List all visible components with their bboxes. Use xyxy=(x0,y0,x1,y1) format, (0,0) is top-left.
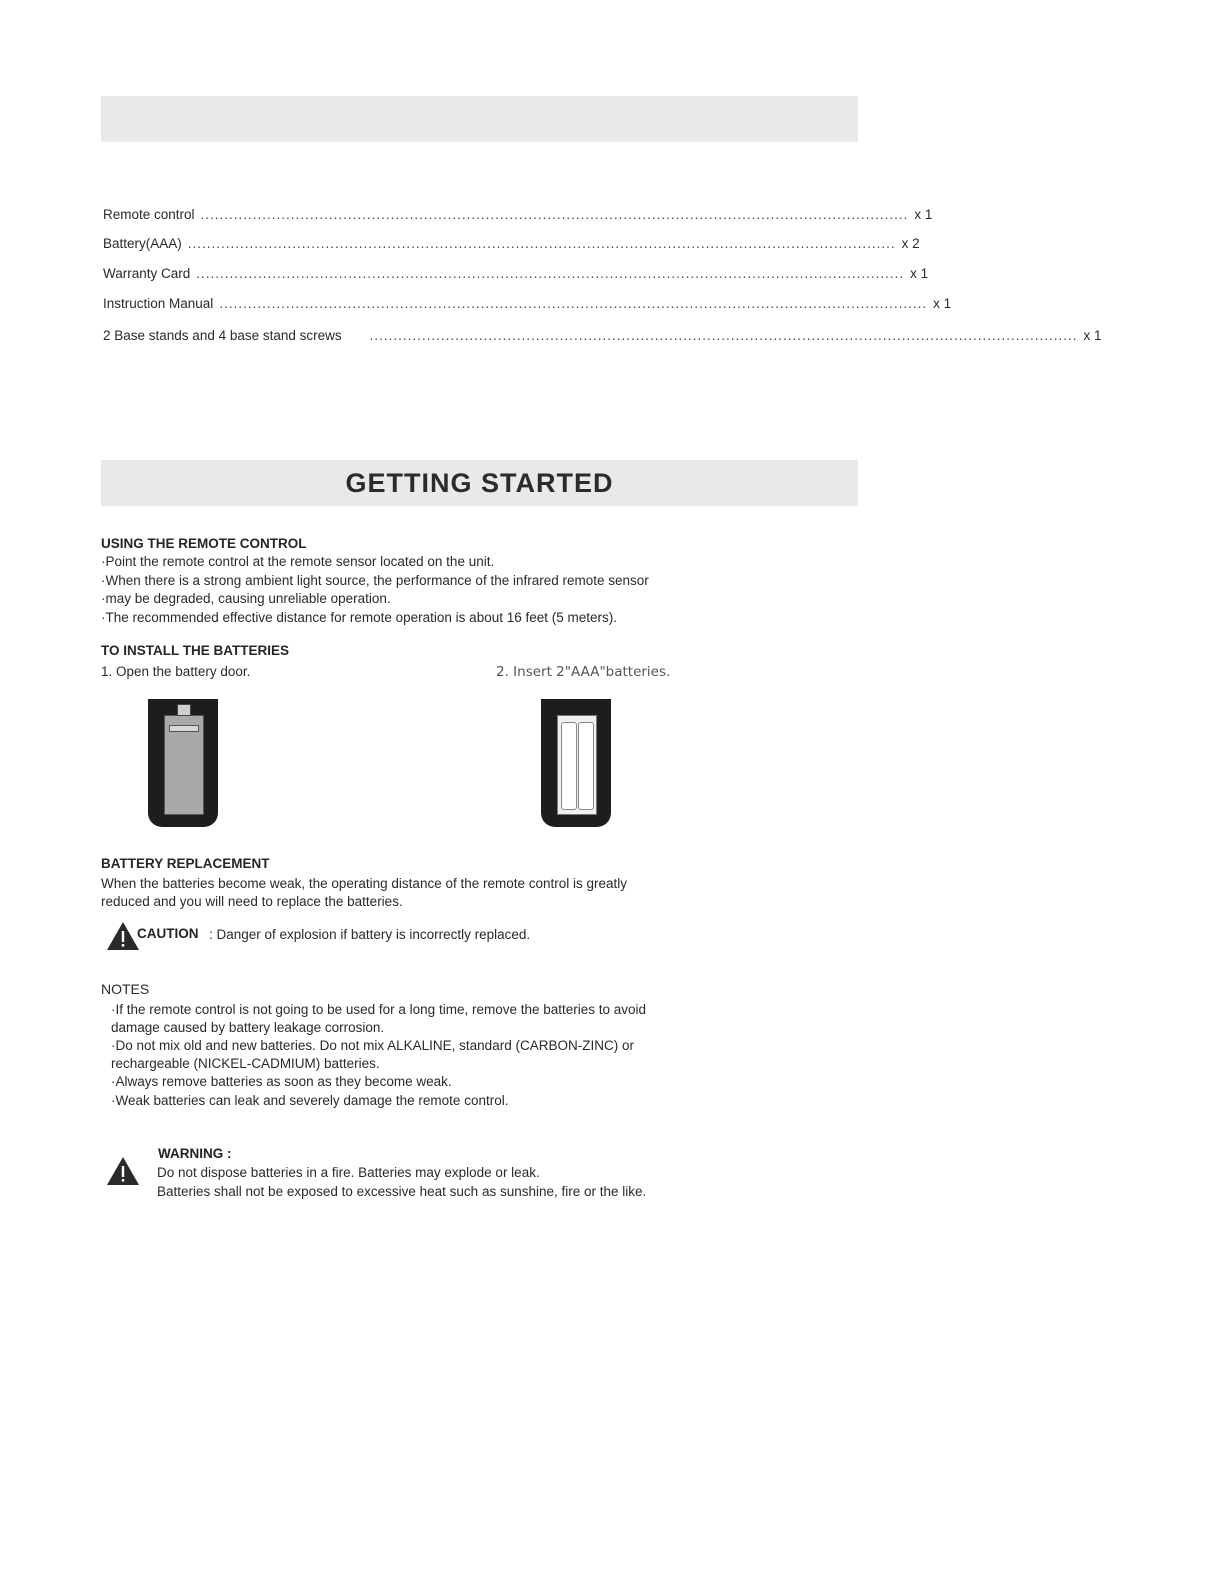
accessory-name: Warranty Card xyxy=(103,266,191,281)
warning-triangle-icon xyxy=(106,921,140,951)
replacement-line: reduced and you will need to replace the batteries. xyxy=(101,894,403,909)
accessory-name: Instruction Manual xyxy=(103,296,214,311)
notes-line: ·Weak batteries can leak and severely damage the remote control. xyxy=(111,1093,509,1108)
caution-text: : Danger of explosion if battery is incorrectly replaced. xyxy=(209,927,531,942)
warning-heading: WARNING : xyxy=(158,1146,232,1161)
remote-line: ·may be degraded, causing unreliable operation. xyxy=(101,591,391,606)
accessory-qty: x 1 xyxy=(1083,328,1102,343)
replacement-heading: BATTERY REPLACEMENT xyxy=(101,856,270,871)
caution-label: CAUTION xyxy=(137,926,199,941)
remote-heading: USING THE REMOTE CONTROL xyxy=(101,536,307,551)
notes-line: damage caused by battery leakage corrosion. xyxy=(111,1020,385,1035)
leader-dots: ..................................................................................................................................................... xyxy=(219,296,928,311)
leader-dots: ..................................................................................................................................................... xyxy=(187,236,896,251)
door-latch xyxy=(177,704,191,716)
battery-cell xyxy=(561,722,577,810)
accessory-row xyxy=(103,207,933,222)
notes-line: ·If the remote control is not going to be used for a long time, remove the batteries to avoid xyxy=(111,1002,647,1017)
warning-line: Batteries shall not be exposed to excessive heat such as sunshine, fire or the like. xyxy=(157,1184,647,1199)
install-step-2: 2. Insert 2"AAA"batteries. xyxy=(496,664,671,680)
accessories-header-band xyxy=(101,96,858,142)
accessory-row xyxy=(103,266,929,281)
remote-battery-compartment-open xyxy=(541,699,611,827)
leader-dots: ..................................................................................................................................................... xyxy=(196,266,905,281)
battery-compartment xyxy=(557,715,597,815)
leader-dots: ..................................................................................................................................................... xyxy=(369,328,1078,343)
remote-line: ·The recommended effective distance for remote operation is about 16 feet (5 meters). xyxy=(101,610,618,625)
remote-line: ·Point the remote control at the remote sensor located on the unit. xyxy=(101,554,495,569)
accessory-name: 2 Base stands and 4 base stand screws xyxy=(103,328,342,343)
battery-cell xyxy=(578,722,594,810)
accessory-name: Remote control xyxy=(103,207,195,222)
accessory-row xyxy=(103,296,952,311)
accessory-row xyxy=(103,328,1102,343)
install-heading: TO INSTALL THE BATTERIES xyxy=(101,643,290,658)
leader-dots: ..................................................................................................................................................... xyxy=(200,207,909,222)
section-title: GETTING STARTED xyxy=(345,467,614,498)
accessory-qty: x 1 xyxy=(933,296,952,311)
warning-triangle-icon xyxy=(106,1156,140,1186)
remote-line: ·When there is a strong ambient light source, the performance of the infrared remote sensor xyxy=(101,573,649,588)
notes-line: ·Do not mix old and new batteries. Do not mix ALKALINE, standard (CARBON-ZINC) or xyxy=(111,1038,634,1053)
accessory-name: Battery(AAA) xyxy=(103,236,182,251)
install-step-1: 1. Open the battery door. xyxy=(101,664,251,679)
getting-started-band xyxy=(101,460,858,506)
notes-line: rechargeable (NICKEL-CADMIUM) batteries. xyxy=(111,1056,380,1071)
accessory-qty: x 1 xyxy=(914,207,933,222)
warning-line: Do not dispose batteries in a fire. Batteries may explode or leak. xyxy=(157,1165,540,1180)
notes-line: ·Always remove batteries as soon as they become weak. xyxy=(111,1074,452,1089)
accessory-qty: x 1 xyxy=(910,266,929,281)
replacement-line: When the batteries become weak, the operating distance of the remote control is greatly xyxy=(101,876,628,891)
accessory-qty: x 2 xyxy=(901,236,920,251)
remote-battery-door-closed xyxy=(148,699,218,827)
accessory-row xyxy=(103,236,920,251)
notes-heading: NOTES xyxy=(101,981,150,997)
door-slot xyxy=(169,725,199,732)
